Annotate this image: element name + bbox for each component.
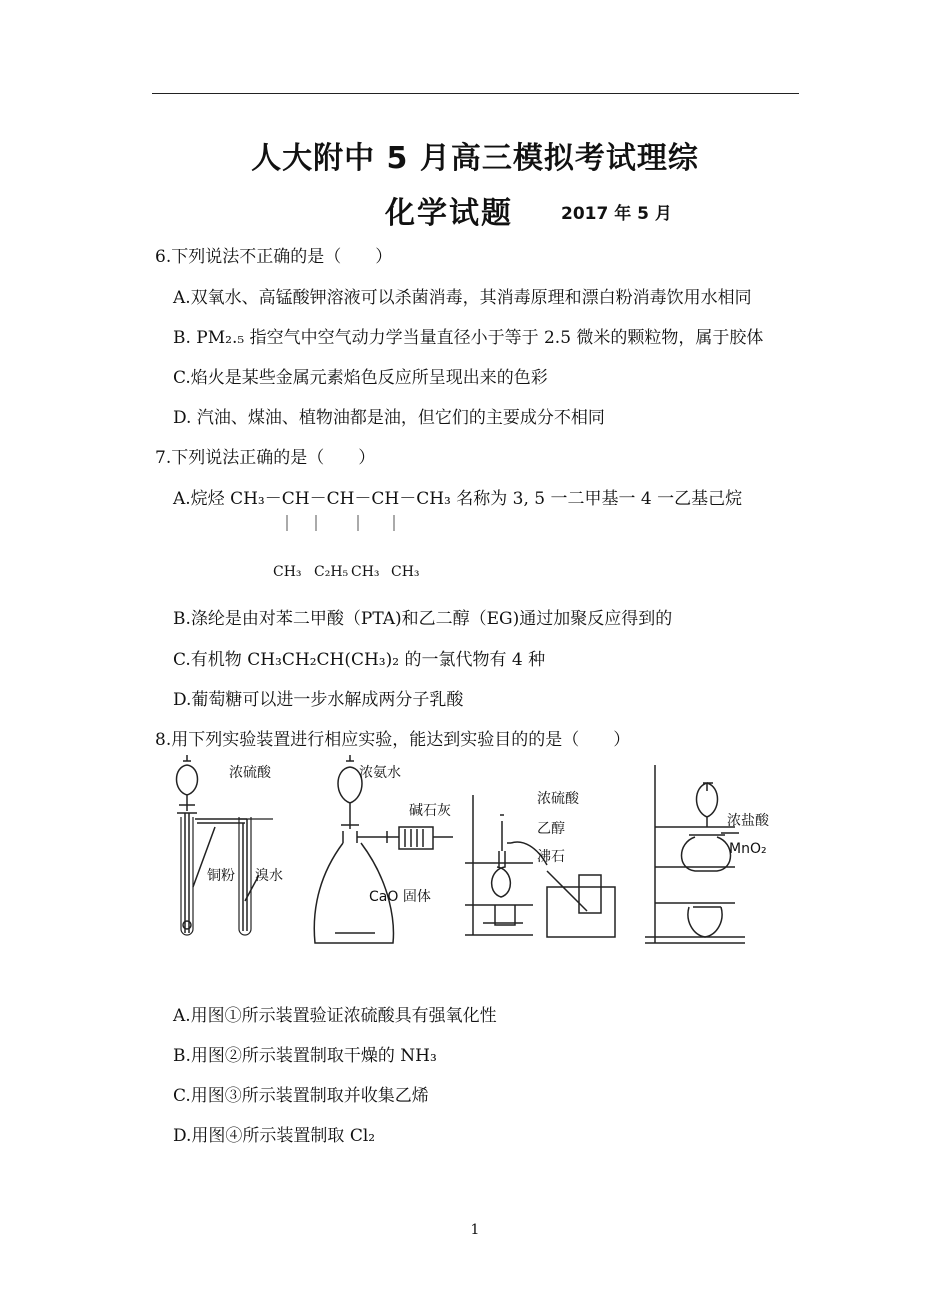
question-8-stem: 8.用下列实验装置进行相应实验，能达到实验目的的是（ ）: [155, 730, 631, 750]
question-8-option-a: A.用图①所示装置验证浓硫酸具有强氧化性: [173, 1006, 497, 1026]
exam-subtitle: 化学试题: [385, 196, 513, 231]
figure-3-alcohol-label: 乙醇: [537, 821, 565, 837]
apparatus-figures: [155, 755, 769, 950]
apparatus-figure-2: [314, 755, 453, 943]
question-6-option-d: D. 汽油、煤油、植物油都是油，但它们的主要成分不相同: [173, 408, 605, 428]
figure-2-reagent-label: 浓氨水: [359, 765, 401, 781]
question-6-stem: 6.下列说法不正确的是（ ）: [155, 247, 393, 267]
figure-1-acid-label: 浓硫酸: [229, 765, 271, 781]
substituent-label: CH₃: [391, 564, 420, 580]
substituent-label: CH₃: [273, 564, 302, 580]
header-rule: [152, 93, 799, 94]
figure-1-solution-label: 溴水: [255, 868, 283, 884]
figure-3-acid-label: 浓硫酸: [537, 791, 579, 807]
substituent-label: C₂H₅: [314, 564, 349, 580]
bond-line: [286, 515, 288, 531]
question-7-option-b: B.涤纶是由对苯二甲酸（PTA)和乙二醇（EG)通过加聚反应得到的: [173, 609, 673, 629]
question-7-option-c: C.有机物 CH₃CH₂CH(CH₃)₂ 的一氯代物有 4 种: [173, 650, 546, 670]
question-7-option-a: A.烷烃 CH₃－CH－CH－CH－CH₃ 名称为 3, 5 一二甲基一 4 一乙基己烷: [173, 489, 743, 509]
figure-2-dryer-label: 碱石灰: [409, 803, 451, 819]
question-7-option-d: D.葡萄糖可以进一步水解成两分子乳酸: [173, 690, 464, 710]
figure-1-solid-label: 铜粉: [207, 868, 235, 884]
question-8-option-c: C.用图③所示装置制取并收集乙烯: [173, 1086, 429, 1106]
figure-2-solid-label: CaO 固体: [369, 889, 431, 905]
bond-line: [315, 515, 317, 531]
apparatus-figure-3: [465, 795, 615, 937]
question-7-stem: 7.下列说法正确的是（ ）: [155, 448, 376, 468]
figure-4-acid-label: 浓盐酸: [727, 813, 769, 829]
page-number: 1: [470, 1222, 480, 1238]
question-8-option-b: B.用图②所示装置制取干燥的 NH₃: [173, 1046, 437, 1066]
substituent-label: CH₃: [351, 564, 380, 580]
question-6-option-c: C.焰火是某些金属元素焰色反应所呈现出来的色彩: [173, 368, 548, 388]
question-6-option-b: B. PM₂.₅ 指空气中空气动力学当量直径小于等于 2.5 微米的颗粒物，属于胶体: [173, 328, 764, 348]
figure-4-oxide-label: MnO₂: [729, 841, 767, 857]
figure-3-chips-label: 沸石: [537, 849, 565, 865]
question-8-option-d: D.用图④所示装置制取 Cl₂: [173, 1126, 376, 1146]
bond-line: [393, 515, 395, 531]
bond-line: [357, 515, 359, 531]
exam-date: 2017 年 5 月: [561, 204, 672, 224]
apparatus-figure-1: [177, 755, 274, 935]
exam-title: 人大附中 5 月高三模拟考试理综: [251, 141, 699, 176]
question-6-option-a: A.双氧水、高锰酸钾溶液可以杀菌消毒，其消毒原理和漂白粉消毒饮用水相同: [173, 288, 752, 308]
